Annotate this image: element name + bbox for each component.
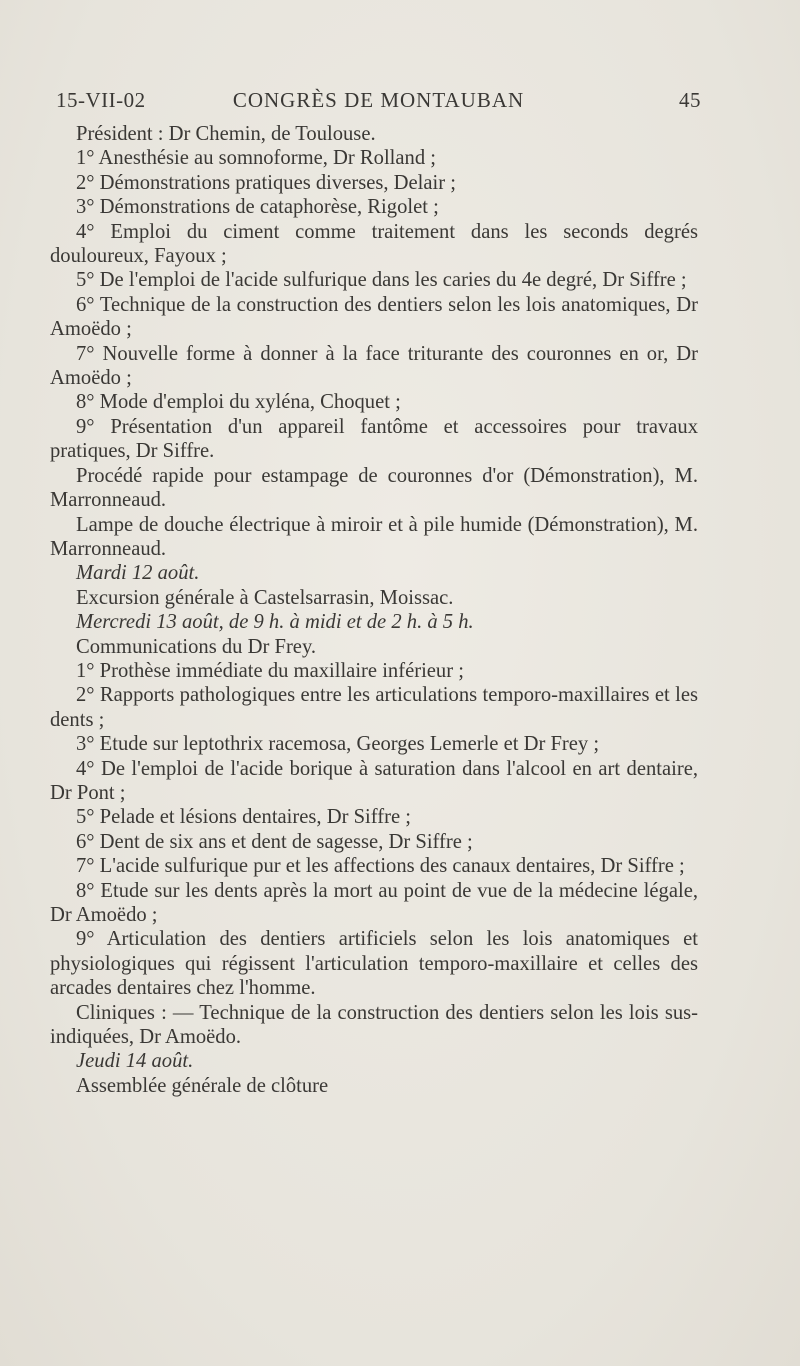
paragraph: Excursion générale à Castelsarrasin, Moissac. [76, 586, 454, 609]
paragraph: 2° Démonstrations pratiques diverses, Delair ; [76, 171, 456, 194]
paragraph: 3° Démonstrations de cataphorèse, Rigolet ; [76, 196, 439, 219]
paragraph: 9° Présentation d'un appareil fantôme et accessoires pour travaux pratiques, Dr Siffre. [50, 415, 698, 463]
paragraph: 2° Rapports pathologiques entre les articulations temporo-maxillaires et les dents ; [50, 684, 698, 731]
paragraph: Assemblée générale de clôture [76, 1074, 329, 1097]
paragraph: 6° Dent de six ans et dent de sagesse, Dr Siffre ; [76, 830, 473, 853]
paragraph: Jeudi 14 août. [76, 1050, 194, 1073]
paragraph: Mercredi 13 août, de 9 h. à midi et de 2 h. à 5 h. [76, 611, 474, 634]
paragraph: 1° Prothèse immédiate du maxillaire inférieur ; [76, 659, 464, 682]
header-title: CONGRÈS DE MONTAUBAN [232, 88, 525, 112]
paragraph: Procédé rapide pour estampage de couronnes d'or (Démonstration), M. Marronneaud. [50, 464, 698, 512]
running-header [56, 88, 701, 118]
paragraph: 7° L'acide sulfurique pur et les affections des canaux dentaires, Dr Siffre ; [76, 855, 685, 878]
paragraph: Lampe de douche électrique à miroir et à pile humide (Démonstration), M. Marronneaud. [50, 513, 698, 560]
paragraph: 7° Nouvelle forme à donner à la face triturante des couronnes en or, Dr Amoëdo ; [50, 342, 698, 390]
paragraph: 3° Etude sur leptothrix racemosa, Georges Lemerle et Dr Frey ; [76, 733, 600, 756]
paragraph: 4° De l'emploi de l'acide borique à saturation dans l'alcool en art dentaire, Dr Pont ; [50, 757, 698, 804]
body-text [50, 122, 698, 1098]
paragraph: 8° Mode d'emploi du xyléna, Choquet ; [76, 391, 401, 414]
page-number: 45 [679, 88, 701, 112]
paragraph: 6° Technique de la construction des dentiers selon les lois anatomiques, Dr Amoëdo ; [50, 293, 698, 341]
paragraph: 8° Etude sur les dents après la mort au point de vue de la médecine légale, Dr Amoëdo ; [50, 879, 698, 926]
header-date: 15-VII-02 [56, 88, 146, 112]
paragraph: Président : Dr Chemin, de Toulouse. [76, 123, 376, 145]
paragraph: Mardi 12 août. [76, 562, 200, 585]
paragraph: Communications du Dr Frey. [76, 635, 317, 658]
paragraph: 5° Pelade et lésions dentaires, Dr Siffre ; [76, 806, 411, 829]
paragraph: 1° Anesthésie au somnoforme, Dr Rolland ; [76, 147, 436, 170]
paragraph: 4° Emploi du ciment comme traitement dans les seconds degrés douloureux, Fayoux ; [50, 220, 698, 268]
paragraph: Cliniques : — Technique de la construction des dentiers selon les lois sus-indiquées, Dr Amoëdo. [50, 1001, 698, 1049]
paragraph: 9° Articulation des dentiers artificiels selon les lois anatomiques et physiologiques qui régissent l'articulation temporo-maxillaire et celles des arcades dentaires chez l'homme. [50, 928, 698, 1000]
paragraph: 5° De l'emploi de l'acide sulfurique dans les caries du 4e degré, Dr Siffre ; [76, 269, 687, 292]
